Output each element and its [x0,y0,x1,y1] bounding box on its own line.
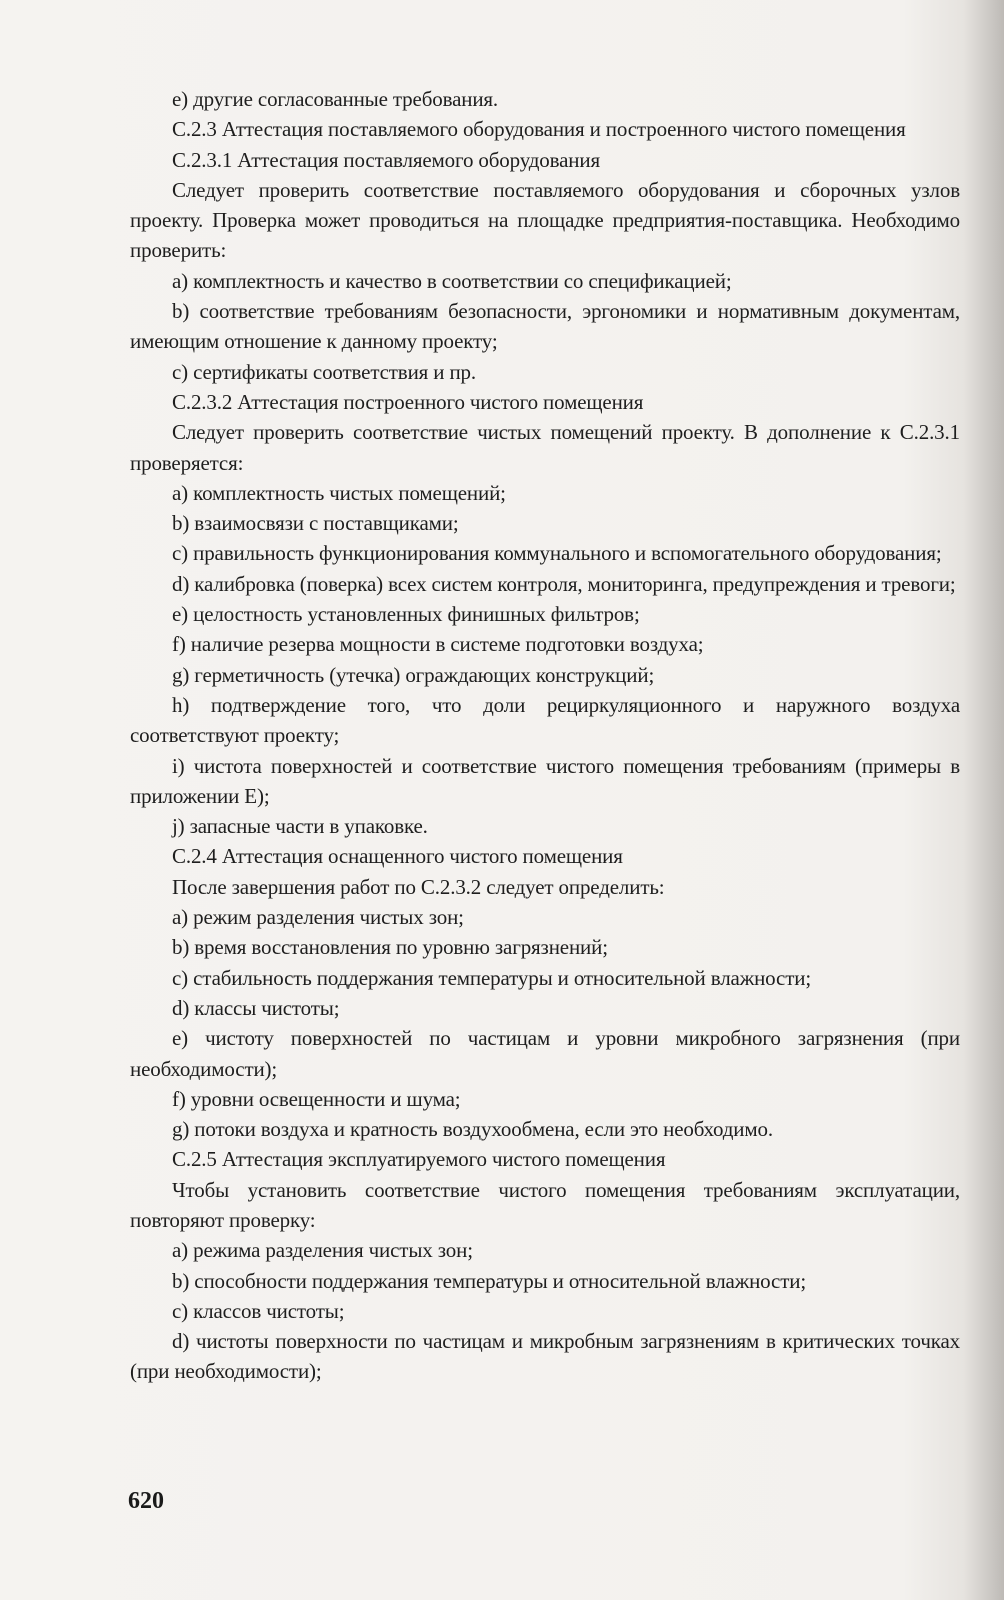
list-item: f) наличие резерва мощности в системе подготовки воздуха; [172,632,704,657]
list-item: h) подтверждение того, что доли рециркуляционного и наружного воздуха соответствуют проекту; [130,692,960,748]
list-item: d) калибровка (поверка) всех систем контроля, мониторинга, предупреждения и тревоги; [172,571,956,596]
list-item: g) потоки воздуха и кратность воздухообмена, если это необходимо. [172,1117,773,1142]
list-item: c) стабильность поддержания температуры и относительной влажности; [172,965,811,990]
list-item: a) комплектность и качество в соответствии со спецификацией; [172,268,732,293]
paragraph: e) другие согласованные требования. [172,87,499,111]
list-item: a) комплектность чистых помещений; [172,480,506,505]
list-item: g) герметичность (утечка) ограждающих конструкций; [172,662,655,687]
list-item: i) чистота поверхностей и соответствие чистого помещения требованиям (примеры в приложении E); [130,753,960,808]
section-heading: C.2.5 Аттестация эксплуатируемого чистого помещения [172,1147,666,1172]
list-item: j) запасные части в упаковке. [172,814,428,839]
paragraph: Следует проверить соответствие поставляемого оборудования и сборочных узлов проекту. Проверка может проводиться на площадке предприятия-поставщика. Необходимо проверить: [130,177,960,263]
page-number: 620 [128,1488,164,1514]
section-heading: C.2.3.1 Аттестация поставляемого оборудования [172,147,600,172]
list-item: a) режима разделения чистых зон; [172,1238,473,1263]
paragraph: Следует проверить соответствие чистых помещений проекту. В дополнение к C.2.3.1 проверяется: [130,420,960,475]
list-item: f) уровни освещенности и шума; [172,1086,461,1111]
section-heading: C.2.3.2 Аттестация построенного чистого помещения [172,389,644,414]
list-item: b) способности поддержания температуры и относительной влажности; [172,1268,807,1293]
list-item: d) чистоты поверхности по частицам и микробным загрязнениям в критических точках (при необходимости); [130,1329,960,1384]
section-heading: C.2.4 Аттестация оснащенного чистого помещения [172,844,623,869]
list-item: b) время восстановления по уровню загрязнений; [172,935,608,960]
list-item: b) соответствие требованиям безопасности, эргономики и нормативным документам, имеющим отношение к данному проекту; [130,299,960,354]
list-item: e) чистоту поверхностей по частицам и уровни микробного загрязнения (при необходимости); [130,1026,960,1081]
list-item: b) взаимосвязи с поставщиками; [172,511,459,536]
list-item: d) классы чистоты; [172,995,340,1020]
list-item: e) целостность установленных финишных фильтров; [172,602,640,627]
paragraph: Чтобы установить соответствие чистого помещения требованиям эксплуатации, повторяют проверку: [130,1177,960,1232]
list-item: c) классов чистоты; [172,1298,345,1323]
section-heading: C.2.3 Аттестация поставляемого оборудования и построенного чистого помещения [172,117,906,142]
list-item: a) режим разделения чистых зон; [172,905,464,930]
paragraph: После завершения работ по C.2.3.2 следует определить: [172,874,665,899]
list-item: c) правильность функционирования коммунального и вспомогательного оборудования; [172,541,942,566]
page-body-text [130,84,960,1387]
list-item: c) сертификаты соответствия и пр. [172,359,477,384]
